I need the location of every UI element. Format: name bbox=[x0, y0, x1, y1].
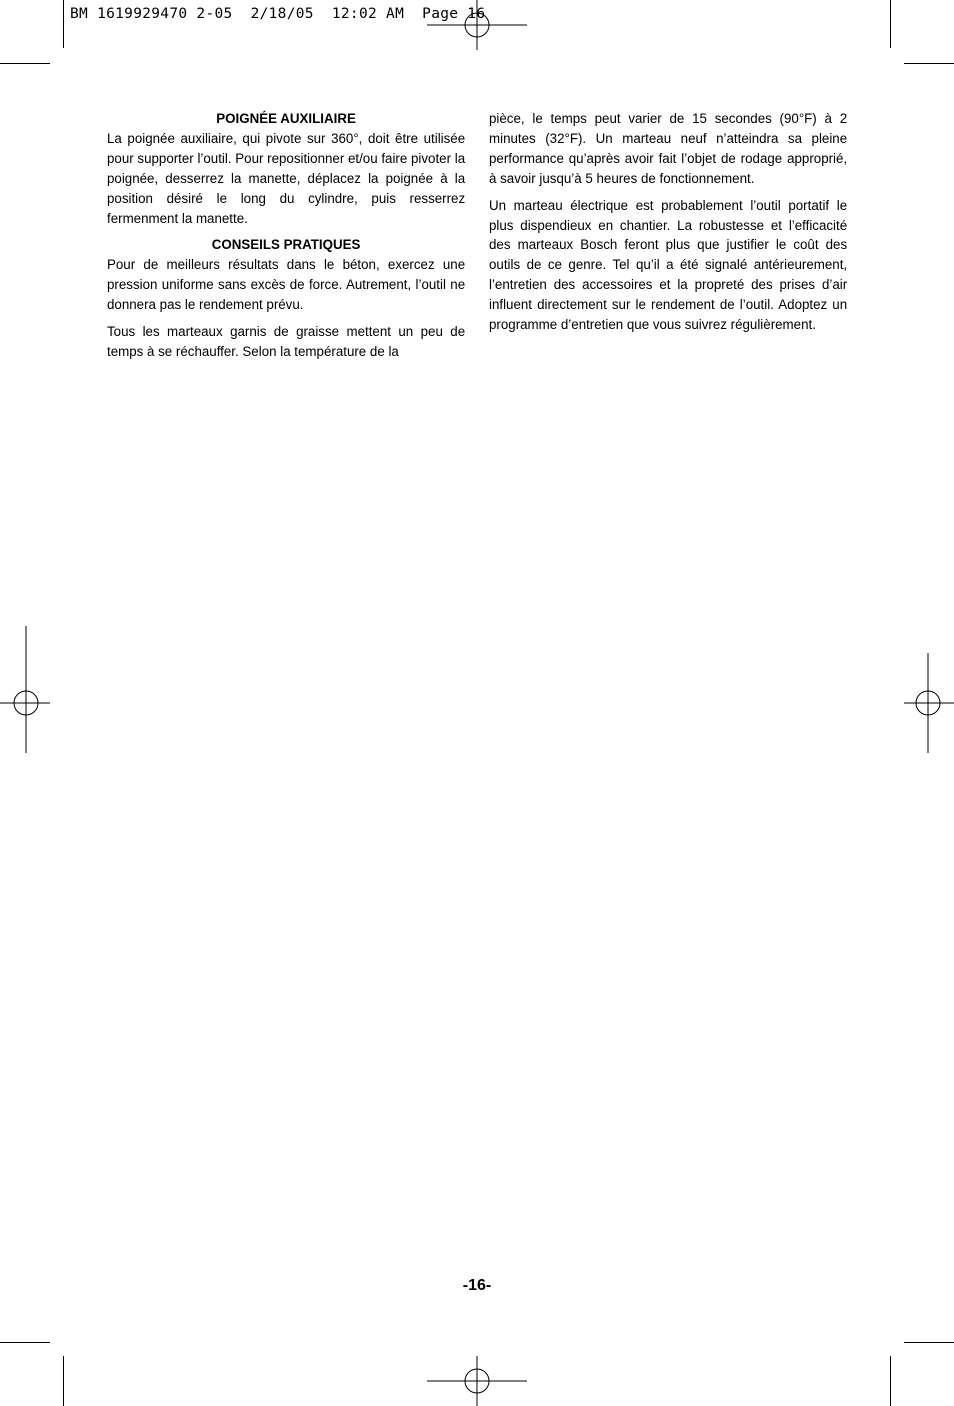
left-column bbox=[107, 110, 465, 370]
paragraph-warm-up: Tous les marteaux garnis de graisse mettent un peu de temps à se réchauffer. Selon la température de la bbox=[107, 324, 466, 360]
registration-mark-bottom bbox=[427, 1356, 527, 1406]
page-number: -16- bbox=[462, 1277, 492, 1294]
paragraph-concrete-tips: Pour de meilleurs résultats dans le béton, exercez une pression uniforme sans excès de force. Autrement, l’outil ne donnera pas le rendement prévu. bbox=[107, 257, 466, 314]
print-slug: BM 1619929470 2-05 2/18/05 12:02 AM Page 16 bbox=[70, 6, 486, 22]
section-heading-practical-tips: CONSEILS PRATIQUES bbox=[211, 237, 361, 254]
registration-mark-right bbox=[904, 653, 954, 753]
section-heading-auxiliary-handle: POIGNÉE AUXILIAIRE bbox=[216, 111, 356, 127]
paragraph-auxiliary-handle: La poignée auxiliaire, qui pivote sur 360°, doit être utilisée pour supporter l’outil. Pour repositionner et/ou faire pivoter la poignée, desserrez la manette, déplacez la poignée à la position désiré le long du cylindre, puis resserrez fermenment la manette. bbox=[107, 130, 466, 227]
paragraph-maintenance: Un marteau électrique est probablement l’outil portatif le plus dispendieux en chantier. La robustesse et l’efficacité des marteaux Bosch feront plus que justifier le coût des outils de ce genre. Tel qu’il a été signalé antérieurement, l’entretien des accessoires et la propreté des prises d’air influent directement sur le rendement de l’outil. Adoptez un programme d’entretien que vous suivrez régulièrement. bbox=[489, 197, 848, 334]
registration-mark-left bbox=[0, 626, 50, 753]
paragraph-warm-up-continued: pièce, le temps peut varier de 15 secondes (90°F) à 2 minutes (32°F). Un marteau neuf n’atteindra sa pleine performance qu’après avoir fait l’objet de rodage approprié, à savoir jusqu’à 5 heures de fonctionnement. bbox=[489, 111, 848, 187]
right-column bbox=[489, 110, 847, 343]
